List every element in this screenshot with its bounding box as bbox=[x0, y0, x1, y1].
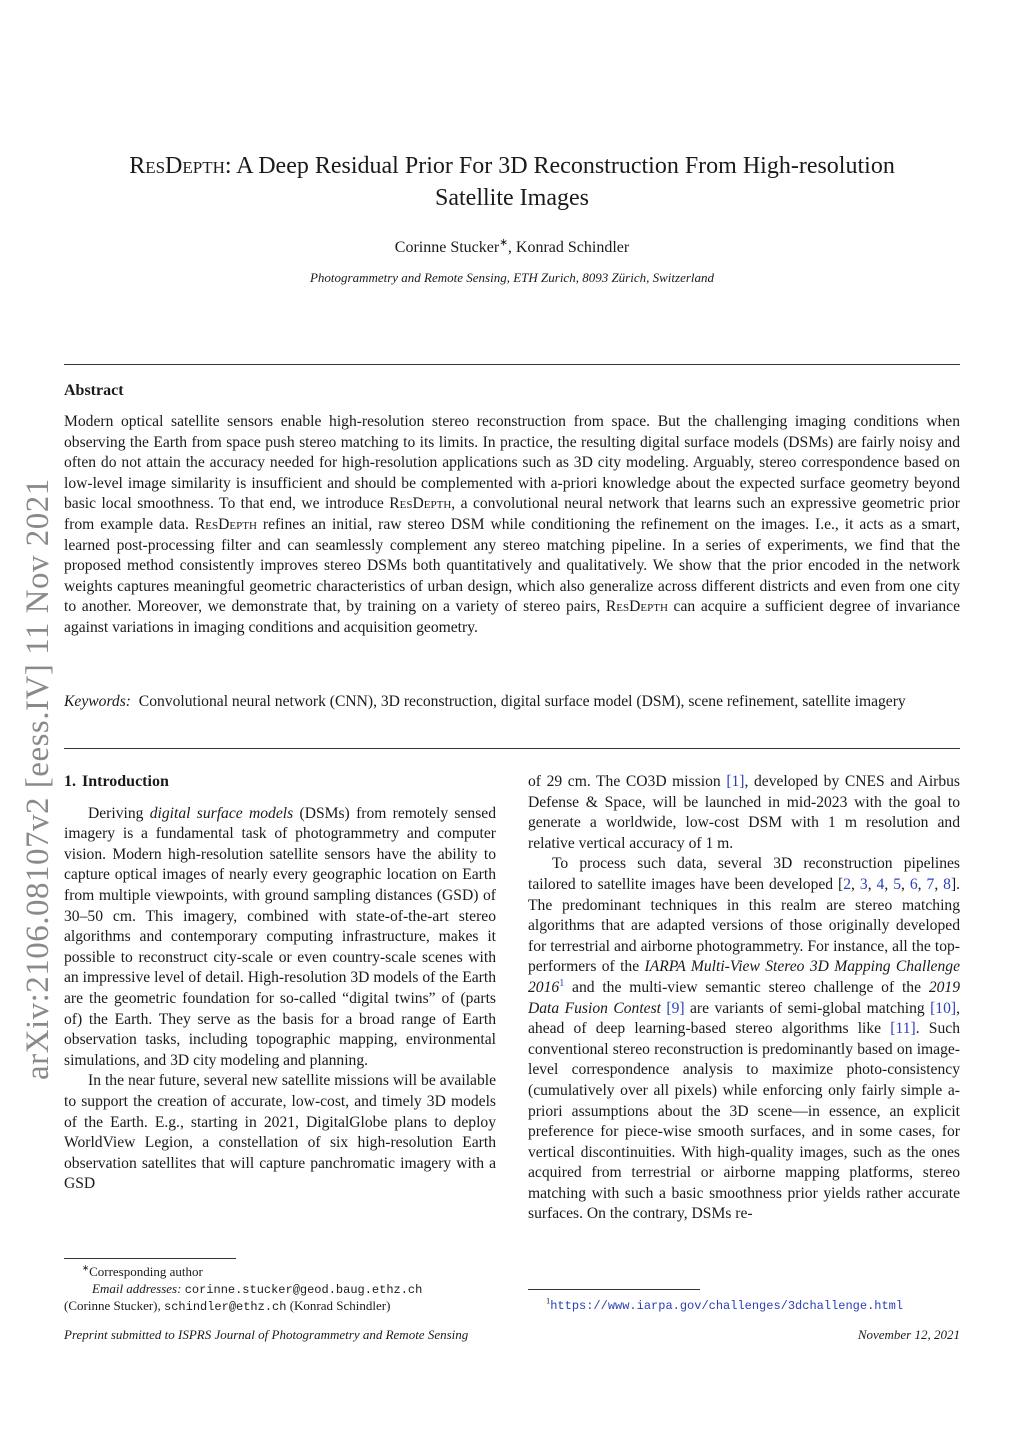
footnote-mark: ∗ bbox=[82, 1262, 90, 1273]
keywords-label: Keywords: bbox=[64, 693, 131, 710]
method-name: ResDepth bbox=[605, 598, 668, 616]
divider bbox=[64, 364, 960, 365]
footnote-url-link[interactable]: https://www.iarpa.gov/challenges/3dchallenge.html bbox=[550, 1299, 904, 1313]
citation-link[interactable]: 5 bbox=[893, 875, 901, 893]
right-column bbox=[528, 772, 960, 1225]
author-list bbox=[64, 239, 960, 257]
footnote-divider bbox=[64, 1258, 236, 1259]
paragraph: To process such data, several 3D reconstruction pipelines tailored to satellite images have been developed [2, 3, 4, 5, 6, 7, 8]. The predominant techniques in this realm are stereo matching algorithms that are adapted versions of those originally developed for terrestrial and airborne photogrammetry. For instance, all the top-performers of the IARPA Multi-View Stereo 3D Mapping Challenge 2016$^1$ and the multi-view semantic stereo challenge of the 2019 Data Fusion Contest [9] are variants of semi-global matching [10], ahead of deep learning-based stereo algorithms like [11]. Such conventional stereo reconstruction is predominantly based on image-level correspondence analysis to maximize photo-consistency (cumulatively over all pixels) while enforcing only fairly simple a-priori assumptions about the 3D scene—in essence, an explicit preference for piece-wise smooth surfaces, and in some cases, for vertical discontinuities. With high-quality images, such as the ones acquired from terrestrial or airborne mapping platforms, stereo matching with such a basic smoothness prior yields rather accurate surfaces. On the contrary, DSMs re- bbox=[528, 855, 961, 1223]
emphasis: 2019 Data Fusion Contest bbox=[528, 978, 960, 1017]
text-segment: . Such conventional stereo reconstruction is predominantly based on image-level correspondence analysis to maximize photo-consistency (cumulatively over all pixels) while enforcing only fairly simple a-priori assumptions about the 3D scene—in essence, an explicit preference for piece-wise smooth surfaces, and in some cases, for vertical discontinuities. With high-quality images, such as the ones acquired from terrestrial or airborne mapping platforms, stereo matching with such a basic smoothness prior yields rather accurate surfaces. On the contrary, DSMs re- bbox=[528, 1020, 960, 1223]
abstract-heading: Abstract bbox=[64, 382, 124, 399]
corresponding-author-mark[interactable]: ∗ bbox=[499, 237, 508, 249]
text-segment: , ahead of deep learning-based stereo algorithms like bbox=[528, 999, 960, 1038]
text-segment: (DSMs) from remotely sensed imagery is a fundamental task of photogrammetry and computer vision. Modern high-resolution satellite sensors have the ability to capture optical images of nearly every geographic location on Earth from multiple viewpoints, with ground sampling distances (GSD) of 30–50 cm. This imagery, combined with state-of-the-art stereo algorithms and contemporary computing infrastructure, makes it possible to reconstruct city-scale or even country-scale scenes with an impressive level of detail. High-resolution 3D models of the Earth are the geometric foundation for so-called “digital twins” of (parts of) the Earth. They serve as the basis for a broad range of Earth observation tasks, including topographic mapping, environmental simulations, and 3D city modeling and planning. bbox=[64, 804, 496, 1069]
footnote-mark: 1 bbox=[546, 1295, 551, 1306]
paper-title bbox=[64, 150, 960, 214]
abstract-segment: can acquire a sufficient degree of invariance against variations in imaging conditions and acquisition geometry. bbox=[64, 598, 961, 636]
keywords bbox=[64, 692, 960, 713]
footnote-text: Corresponding author bbox=[89, 1264, 203, 1279]
title-method-name: ResDepth bbox=[129, 153, 225, 179]
paragraph bbox=[64, 804, 496, 1072]
section-heading bbox=[64, 772, 496, 793]
footnote-mark-link[interactable]: 1 bbox=[559, 977, 565, 989]
citation-link[interactable]: [1] bbox=[726, 773, 745, 790]
citation-link[interactable]: 4 bbox=[876, 875, 885, 893]
citation-link[interactable]: 6 bbox=[909, 875, 918, 893]
citation-link[interactable]: 8 bbox=[943, 875, 951, 893]
text-segment: ]. The predominant techniques in this realm are stereo matching algorithms that are adapted versions of those originally developed for terrestrial and airborne photogrammetry. For instance, all the top-performers of the bbox=[528, 875, 961, 976]
left-column bbox=[64, 772, 496, 1195]
footer-date: November 12, 2021 bbox=[857, 1327, 960, 1342]
section-number: 1. bbox=[64, 773, 76, 790]
author-name: Konrad Schindler bbox=[515, 239, 630, 256]
citation-link[interactable]: [10] bbox=[930, 999, 957, 1017]
footnote-text: (Konrad Schindler) bbox=[289, 1298, 391, 1313]
abstract-text bbox=[64, 412, 960, 639]
title-line1: : A Deep Residual Prior For 3D Reconstruction From High-resolution bbox=[224, 153, 895, 179]
section-title: Introduction bbox=[82, 773, 169, 790]
footnote-text: (Corinne Stucker), bbox=[64, 1298, 161, 1313]
citation-link[interactable]: 3 bbox=[859, 875, 868, 893]
author-name: Corinne Stucker bbox=[394, 239, 500, 256]
footnote-divider bbox=[528, 1289, 700, 1290]
arxiv-stamp: arXiv:2106.08107v2 [eess.IV] 11 Nov 2021 bbox=[20, 478, 56, 1080]
text-segment: Deriving bbox=[88, 804, 150, 822]
email-label: Email addresses: bbox=[92, 1281, 182, 1296]
method-name: ResDepth bbox=[389, 495, 452, 513]
abstract-segment: Modern optical satellite sensors enable high-resolution stereo reconstruction from space. But the challenging imaging conditions when observing the Earth from space push stereo matching to its limits. In practice, the resulting digital surface models (DSMs) are fairly noisy and often do not attain the accuracy needed for high-resolution applications such as 3D city modeling. Arguably, stereo correspondence based on low-level image similarity is insufficient and should be complemented with a-priori knowledge about the expected surface geometry beyond basic local smoothness. To that end, we introduce bbox=[64, 413, 960, 513]
citation-link[interactable]: [9] bbox=[666, 999, 685, 1017]
emphasis: digital surface models bbox=[149, 804, 294, 822]
method-name: ResDepth bbox=[194, 515, 257, 533]
abstract-segment: , a convolutional neural network that learns such an expressive geometric prior from example data. bbox=[64, 495, 960, 533]
footnote-url bbox=[546, 1296, 903, 1315]
footnote-emails-cont bbox=[64, 1297, 390, 1316]
abstract-segment: refines an initial, raw stereo DSM while conditioning the refinement on the images. I.e., it acts as a smart, learned post-processing filter and can seamlessly complement any stereo matching pipeline. In a series of experiments, we find that the proposed method consistently improves stereo DSMs both quantitatively and qualitatively. We show that the prior encoded in the network weights captures meaningful geometric characteristics of urban design, which also generalize across different districts and even from one city to another. Moreover, we demonstrate that, by training on a variety of stereo pairs, bbox=[64, 515, 960, 616]
email-link[interactable]: schindler@ethz.ch bbox=[164, 1300, 287, 1314]
title-line2: Satellite Images bbox=[435, 185, 589, 211]
citation-link[interactable]: [11] bbox=[890, 1020, 916, 1038]
keywords-text: Convolutional neural network (CNN), 3D reconstruction, digital surface model (DSM), scene refinement, satellite imagery bbox=[138, 693, 906, 710]
text-segment: To process such data, several 3D reconstruction pipelines tailored to satellite images have been developed [ bbox=[528, 855, 960, 893]
citation-link[interactable]: 2 bbox=[843, 875, 852, 893]
footer-journal: Preprint submitted to ISPRS Journal of Photogrammetry and Remote Sensing bbox=[64, 1327, 469, 1342]
author-separator: , bbox=[507, 239, 516, 256]
paragraph bbox=[528, 772, 960, 854]
text-segment: are variants of semi-global matching bbox=[684, 999, 931, 1017]
emphasis: IARPA Multi-View Stereo 3D Mapping Challenge 2016 bbox=[528, 958, 960, 996]
paragraph: In the near future, several new satellite missions will be available to support the creation of accurate, low-cost, and timely 3D models of the Earth. E.g., starting in 2021, DigitalGlobe plans to deploy WorldView Legion, a constellation of six high-resolution Earth observation satellites that will capture panchromatic imagery with a GSD bbox=[64, 1072, 496, 1193]
citation-link[interactable]: 7 bbox=[926, 875, 935, 893]
affiliation: Photogrammetry and Remote Sensing, ETH Zurich, 8093 Zürich, Switzerland bbox=[309, 270, 715, 285]
text-segment: , developed by CNES and Airbus Defense & Space, will be launched in mid-2023 with the goal to generate a worldwide, low-cost DSM with 1 m resolution and relative vertical accuracy of 1 m. bbox=[528, 773, 961, 852]
text-segment: and the multi-view semantic stereo challenge of the bbox=[564, 978, 929, 996]
text-segment: of 29 cm. The CO3D mission bbox=[528, 773, 727, 790]
divider bbox=[64, 748, 960, 749]
footnote-corresponding bbox=[82, 1263, 203, 1280]
email-link[interactable]: corinne.stucker@geod.baug.ethz.ch bbox=[184, 1283, 423, 1297]
